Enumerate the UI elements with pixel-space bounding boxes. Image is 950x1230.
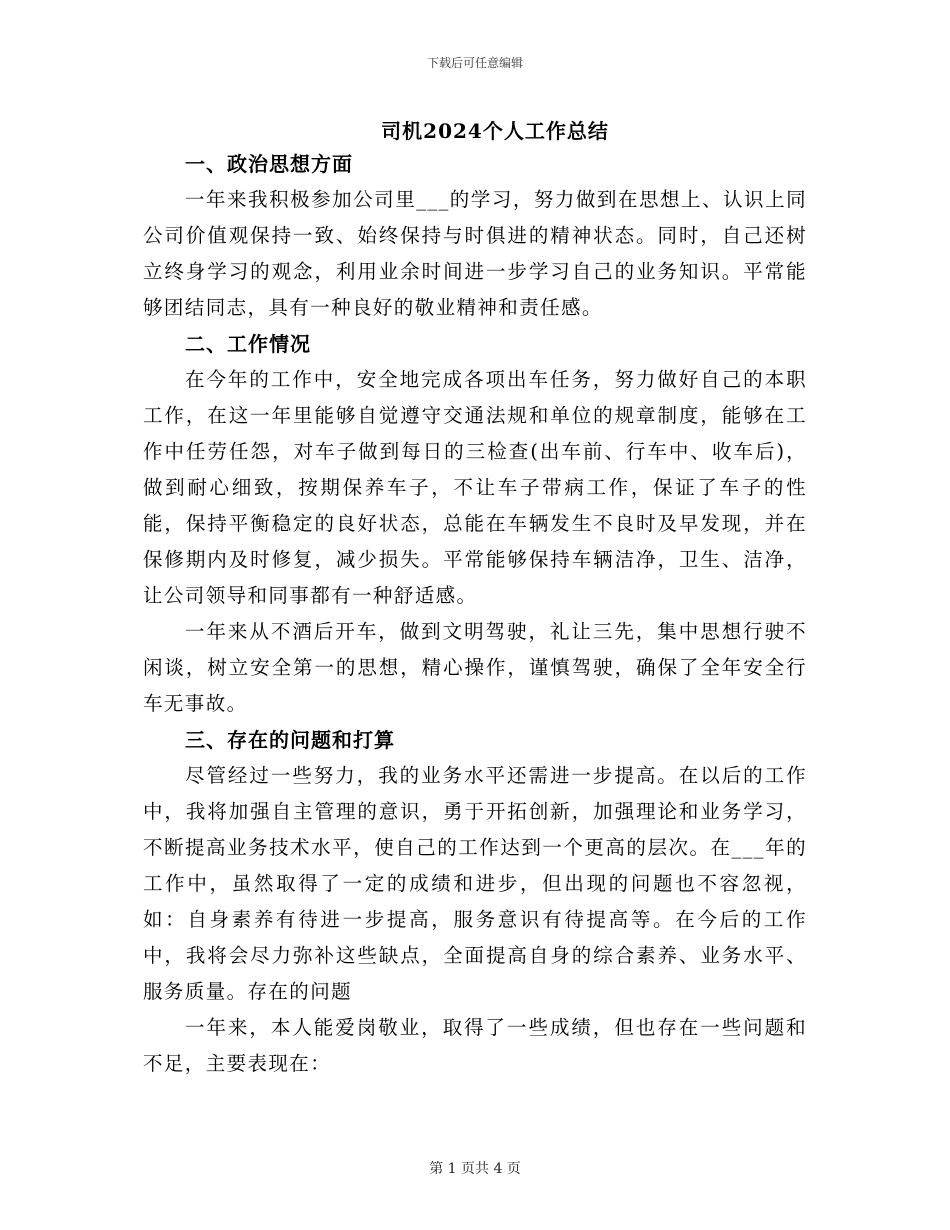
paragraph: 在今年的工作中，安全地完成各项出车任务，努力做好自己的本职工作，在这一年里能够自觉遵守交通法规和单位的规章制度，能够在工作中任劳任怨，对车子做到每日的三检查(出车前、行车中、收车后)，做到耐心细致，按期保养车子，不让车子带病工作，保证了车子的性能，保持平衡稳定的良好状态，总能在车辆发生不良时及早发现，并在保修期内及时修复，减少损失。平常能够保持车辆洁净，卫生、洁净，让公司领导和同事都有一种舒适感。 bbox=[143, 368, 807, 607]
page-number-footer: 第 1 页共 4 页 bbox=[429, 1161, 521, 1177]
paragraph: 一年来我积极参加公司里___的学习，努力做到在思想上、认识上同公司价值观保持一致、始终保持与时俱进的精神状态。同时，自己还树立终身学习的观念，利用业余时间进一步学习自己的业务知识。平常能够团结同志，具有一种良好的敬业精神和责任感。 bbox=[143, 188, 807, 319]
section-heading: 三、存在的问题和打算 bbox=[185, 728, 395, 752]
section-work bbox=[143, 326, 807, 722]
document-body bbox=[143, 146, 807, 1082]
paragraph: 一年来从不酒后开车，做到文明驾驶，礼让三先，集中思想行驶不闲谈，树立安全第一的思想，精心操作，谨慎驾驶，确保了全年安全行车无事故。 bbox=[143, 620, 807, 715]
paragraph: 尽管经过一些努力，我的业务水平还需进一步提高。在以后的工作中，我将加强自主管理的意识，勇于开拓创新，加强理论和业务学习，不断提高业务技术水平，使自己的工作达到一个更高的层次。在___年的工作中，虽然取得了一定的成绩和进步，但出现的问题也不容忽视，如：自身素养有待进一步提高，服务意识有待提高等。在今后的工作中，我将会尽力弥补这些缺点，全面提高自身的综合素养、业务水平、服务质量。存在的问题 bbox=[143, 764, 807, 1003]
paragraph: 一年来，本人能爱岗敬业，取得了一些成绩，但也存在一些问题和不足，主要表现在： bbox=[143, 1016, 807, 1075]
section-heading: 一、政治思想方面 bbox=[185, 152, 353, 176]
document-title: 司机2024个人工作总结 bbox=[381, 119, 609, 143]
section-problems bbox=[143, 722, 807, 1082]
section-political bbox=[143, 146, 807, 326]
section-heading: 二、工作情况 bbox=[185, 332, 311, 356]
header-note: 下载后可任意编辑 bbox=[426, 56, 523, 70]
